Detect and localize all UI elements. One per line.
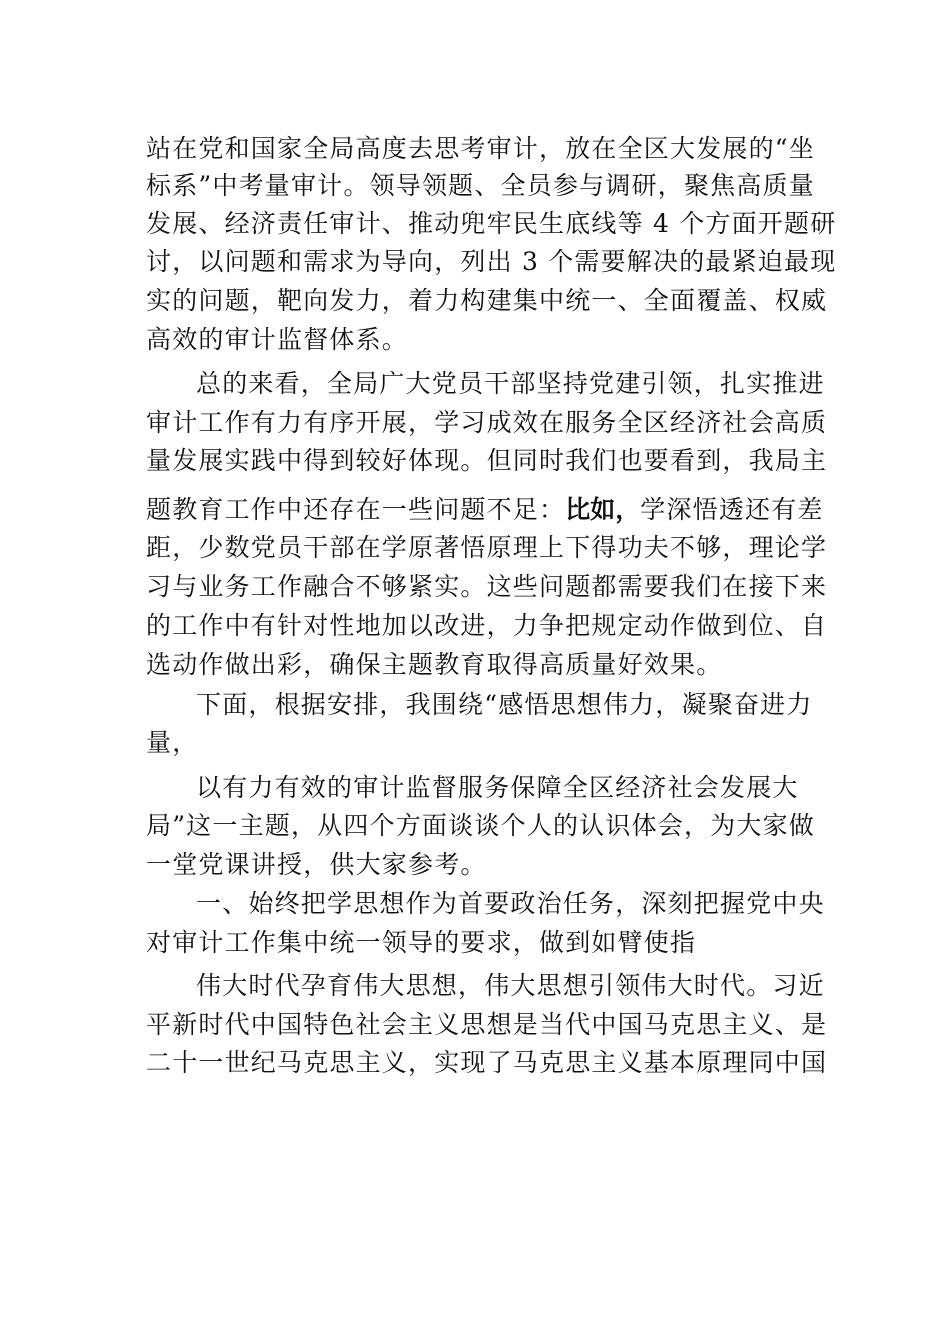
section-heading-line: 对审计工作集中统一领导的要求，做到如臂使指 (146, 928, 697, 957)
text-line: 下面，根据安排，我围绕“感悟思想伟力，凝聚奋进力 (196, 690, 813, 719)
text-line: 伟大时代孕育伟大思想，伟大思想引领伟大时代。习近 (196, 971, 825, 1000)
text-line: 一堂党课讲授，供大家参考。 (146, 850, 487, 879)
text-line: 量， (146, 728, 199, 757)
text-line: 二十一世纪马克思主义，实现了马克思主义基本原理同中国 (146, 1048, 828, 1077)
text-line: 站在党和国家全局高度去思考审计，放在全区大发展的“坐 (146, 134, 815, 163)
bold-lead-text: 比如， (565, 495, 641, 524)
text-line: 量发展实践中得到较好体现。但同时我们也要看到，我局主 (146, 446, 828, 475)
text-line: 的工作中有针对性地加以改进，力争把规定动作做到位、自 (146, 611, 828, 640)
text-line: 平新时代中国特色社会主义思想是当代中国马克思主义、是 (146, 1010, 828, 1039)
text-line: 标系”中考量审计。领导领题、全员参与调研，聚焦高质量 (146, 171, 815, 200)
text-line: 距，少数党员干部在学原著悟原理上下得功夫不够，理论学 (146, 533, 828, 562)
text-line-mixed (146, 490, 824, 530)
text-line: 审计工作有力有序开展，学习成效在服务全区经济社会高质 (146, 408, 828, 437)
text-line: 以有力有效的审计监督服务保障全区经济社会发展大 (196, 773, 799, 802)
text-segment: 学深悟透还有差 (640, 495, 824, 524)
text-line: 局”这一主题，从四个方面谈谈个人的认识体会，为大家做 (146, 811, 815, 840)
text-line: 讨，以问题和需求为导向，列出 3 个需要解决的最紧迫最现 (146, 247, 837, 276)
text-line: 发展、经济责任审计、推动兜牢民生底线等 4 个方面开题研 (146, 209, 837, 238)
section-heading-line: 一、始终把学思想作为首要政治任务，深刻把握党中央 (196, 889, 825, 918)
text-line: 选动作做出彩，确保主题教育取得高质量好效果。 (146, 650, 723, 679)
text-line: 高效的审计监督体系。 (146, 325, 409, 354)
text-segment: 题教育工作中还存在一些问题不足： (146, 495, 566, 524)
text-line: 总的来看，全局广大党员干部坚持党建引领，扎实推进 (196, 369, 825, 398)
text-line: 习与业务工作融合不够紧实。这些问题都需要我们在接下来 (146, 572, 828, 601)
text-line: 实的问题，靶向发力，着力构建集中统一、全面覆盖、权威 (146, 286, 828, 315)
